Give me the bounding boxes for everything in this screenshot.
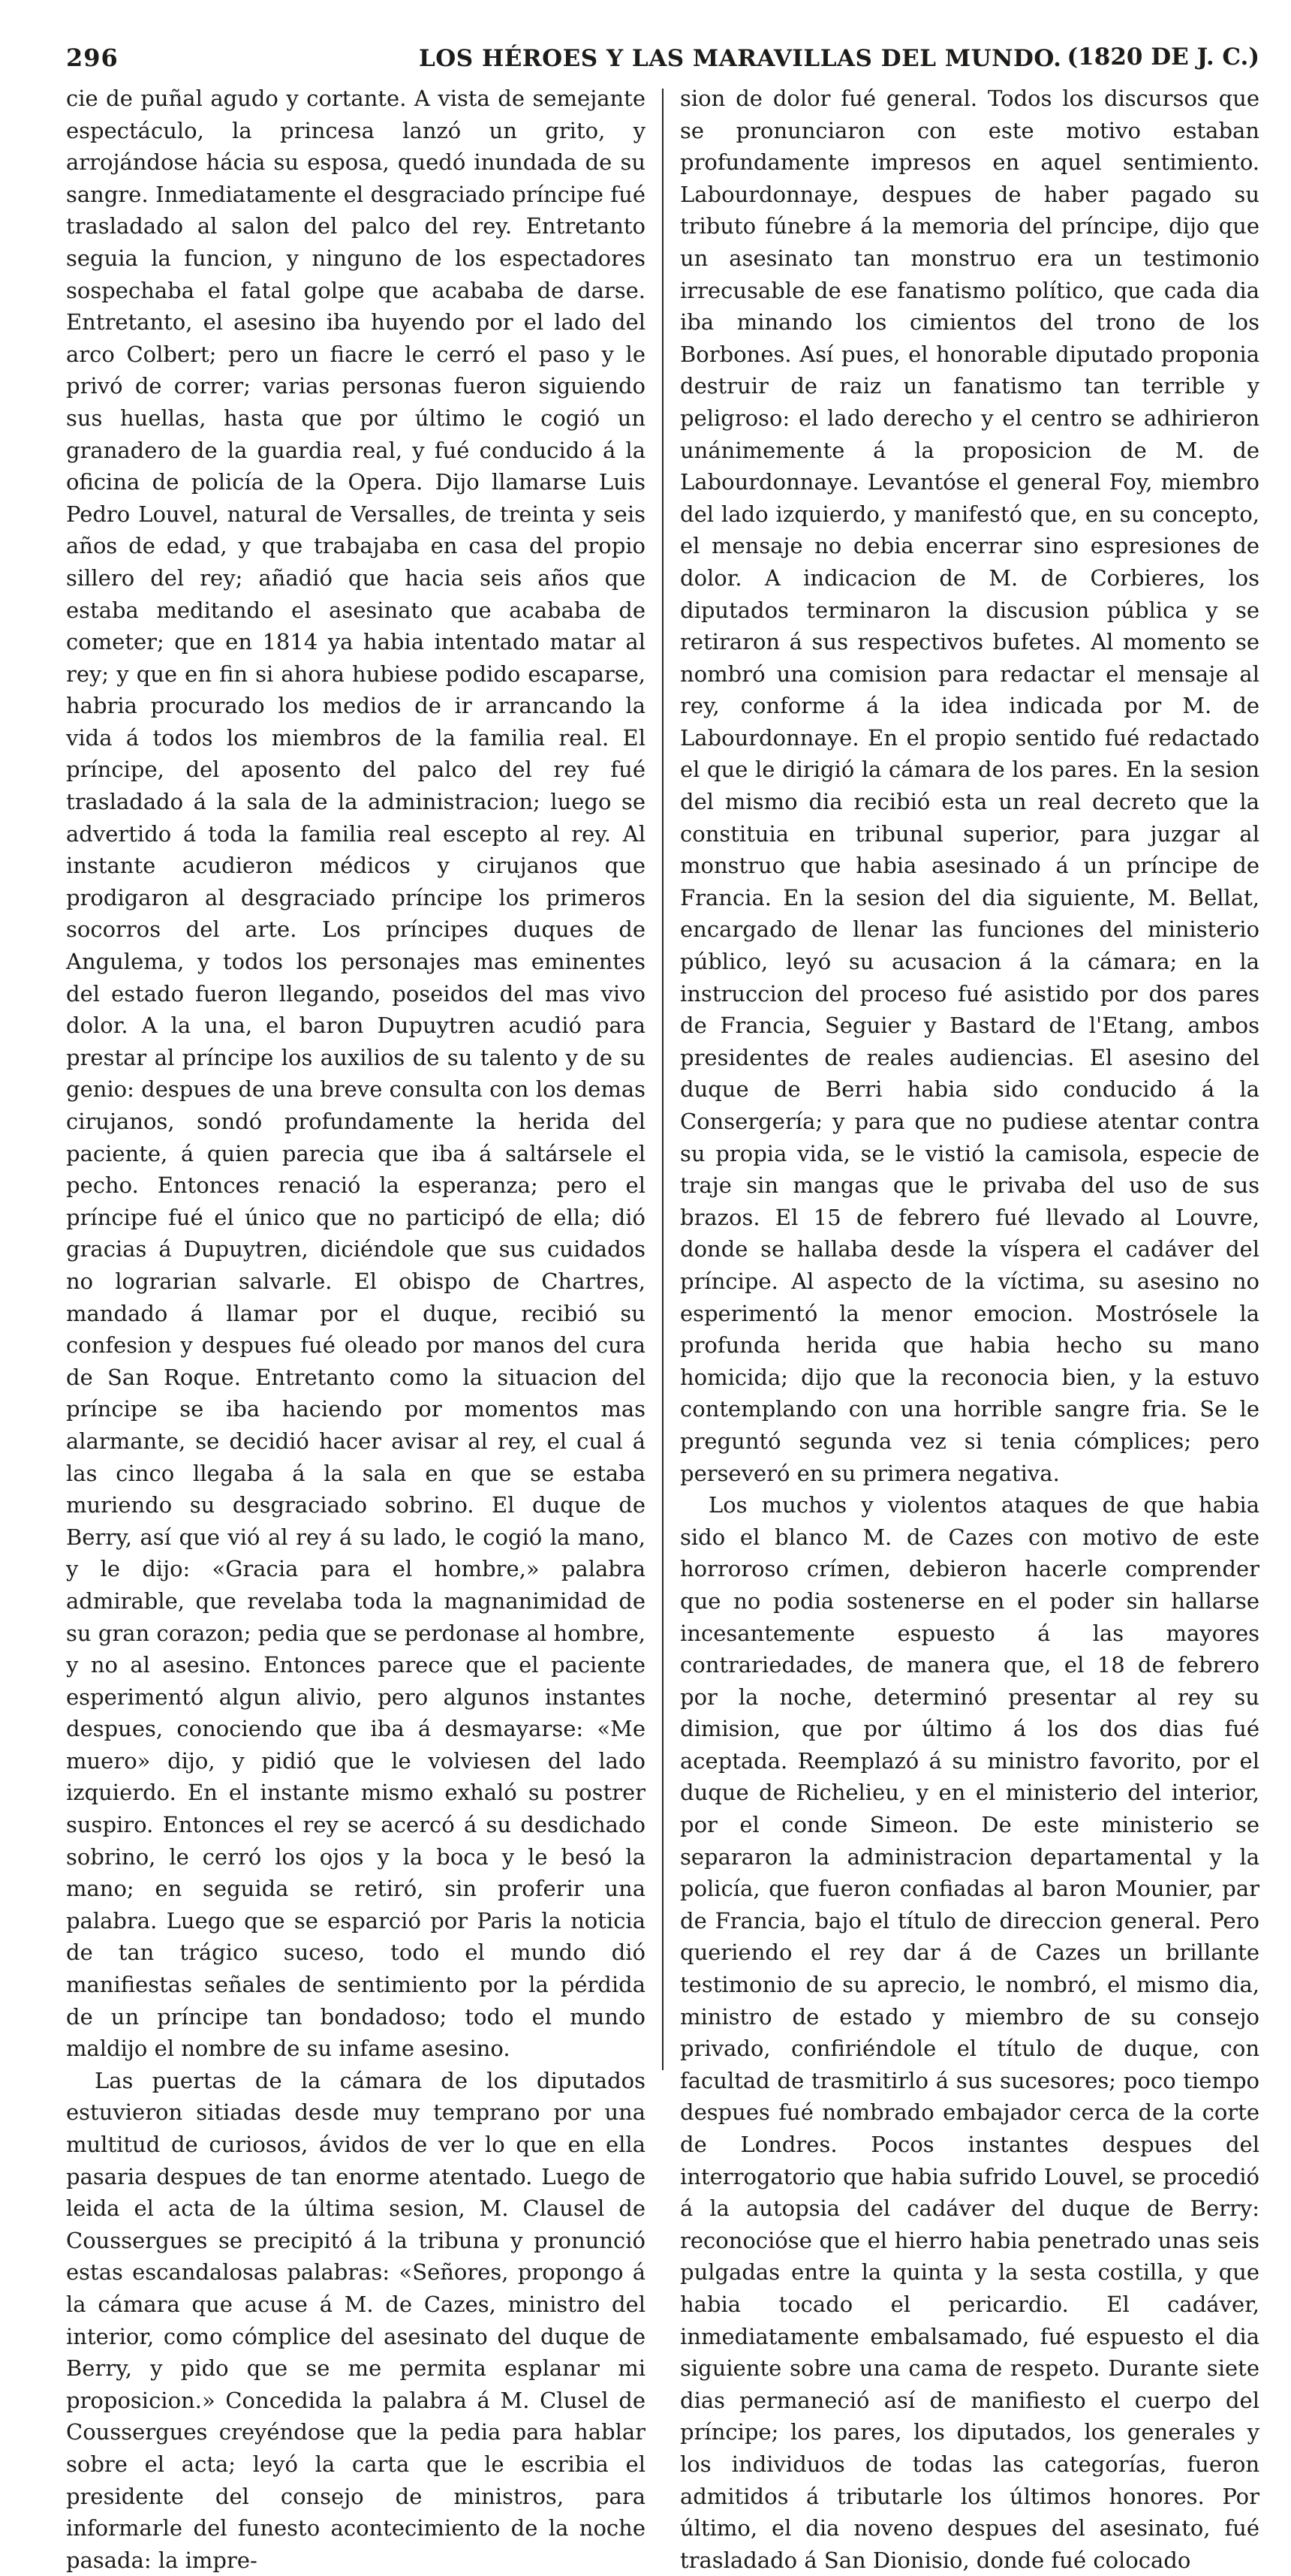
page-header bbox=[66, 36, 1259, 80]
left-column bbox=[66, 83, 646, 2573]
running-title: LOS HÉROES Y LAS MARAVILLAS DEL MUNDO. bbox=[419, 45, 1062, 72]
paragraph: Las puertas de la cámara de los diputados estuvieron sitiadas desde muy temprano por una multitud de curiosos, ávidos de ver lo que en ella pasaria despues de tan enorme atentado. Luego de leida el acta de la última sesion, M. Clausel de Coussergues se precipitó á la tribuna y pronunció estas escandalosas palabras: «Señores, propongo á la cámara que acuse á M. de Cazes, ministro del interior, como cómplice del asesinato del duque de Berry, y pido que se me permita esplanar mi proposicion.» Concedida la palabra á M. Clusel de Coussergues creyéndose que la pedia para hablar sobre el acta; leyó la carta que le escribia el presidente del consejo de ministros, para informarle del funesto acontecimiento de la noche pasada: la impre- bbox=[66, 2067, 646, 2573]
paragraph: Los muchos y violentos ataques de que habia sido el blanco M. de Cazes con motivo de este horroroso crímen, debieron hacerle comprender que no podia sostenerse en el poder sin hallarse incesantemente espuesto á las mayores contrariedades, de manera que, el 18 de febrero por la noche, determinó presentar al rey su dimision, que por último á los dos dias fué aceptada. Reemplazó á su ministro favorito, por el duque de Richelieu, y en el ministerio del interior, por el conde Simeon. De este ministerio se separaron la administracion departamental y la policía, que fueron confiadas al baron Mounier, par de Francia, bajo el título de direccion general. Pero queriendo el rey dar á de Cazes un brillante testimonio de su aprecio, le nombró, el mismo dia, ministro de estado y miembro de su consejo privado, confiriéndole el título de duque, con facultad de trasmitirlo á sus sucesores; poco tiempo despues fué nombrado embajador cerca de la corte de Londres. Pocos instantes despues del interrogatorio que habia sufrido Louvel, se procedió á la autopsia del cadáver del duque de Berry: reconocióse que el hierro habia penetrado unas seis pulgadas entre la quinta y la sesta costilla, y que habia tocado el pericardio. El cadáver, inmediatamente embalsamado, fué espuesto el dia siguiente sobre una cama de respeto. Durante siete dias permaneció así de manifiesto el cuerpo del príncipe; los pares, los diputados, los generales y los individuos de todas las categorías, fueron admitidos á tributarle los últimos honores. Por último, el dia noveno despues del asesinato, fué trasladado á San Dionisio, donde fué colocado bbox=[680, 1492, 1259, 2573]
paragraph: cie de puñal agudo y cortante. A vista de semejante espectáculo, la princesa lanzó un grito, y arrojándose hácia su esposa, quedó inundada de su sangre. Inmediatamente el desgraciado príncipe fué trasladado al salon del palco del rey. Entretanto seguia la funcion, y ninguno de los espectadores sospechaba el fatal golpe que acababa de darse. Entretanto, el asesino iba huyendo por el lado del arco Colbert; pero un fiacre le cerró el paso y le privó de correr; varias personas fueron siguiendo sus huellas, hasta que por último le cogió un granadero de la guardia real, y fué conducido á la oficina de policía de la Opera. Dijo llamarse Luis Pedro Louvel, natural de Versalles, de treinta y seis años de edad, y que trabajaba en casa del propio sillero del rey; añadió que hacia seis años que estaba meditando el asesinato que acababa de cometer; que en 1814 ya habia intentado matar al rey; y que en fin si ahora hubiese podido escaparse, habria procurado los medios de ir arrancando la vida á todos los miembros de la familia real. El príncipe, del aposento del palco del rey fué trasladado á la sala de la administracion; luego se advertido á toda la familia real escepto al rey. Al instante acudieron médicos y cirujanos que prodigaron al desgraciado príncipe los primeros socorros del arte. Los príncipes duques de Angulema, y todos los personajes mas eminentes del estado fueron llegando, poseidos del mas vivo dolor. A la una, el baron Dupuytren acudió para prestar al príncipe los auxilios de su talento y de su genio: despues de una breve consulta con los demas cirujanos, sondó profundamente la herida del paciente, á quien parecia que iba á saltársele el pecho. Entonces renació la esperanza; pero el príncipe fué el único que no participó de ella; dió gracias á Dupuytren, diciéndole que sus cuidados no lograrian salvarle. El obispo de Chartres, mandado á llamar por el duque, recibió su confesion y despues fué oleado por manos del cura de San Roque. Entretanto como la situacion del príncipe se iba haciendo por momentos mas alarmante, se decidió hacer avisar al rey, el cual á las cinco llegaba á la sala en que se estaba muriendo su desgraciado sobrino. El duque de Berry, así que vió al rey á su lado, le cogió la mano, y le dijo: «Gracia para el hombre,» palabra admirable, que revelaba toda la magnanimidad de su gran corazon; pedia que se perdonase al hombre, y no al asesino. Entonces parece que el paciente esperimentó algun alivio, pero algunos instantes despues, conociendo que iba á desmayarse: «Me muero» dijo, y pidió que le volviesen del lado izquierdo. En el instante mismo exhaló su postrer suspiro. Entonces el rey se acercó á su desdichado sobrino, le cerró los ojos y la boca y le besó la mano; en seguida se retiró, sin proferir una palabra. Luego que se esparció por Paris la noticia de tan trágico suceso, todo el mundo dió manifiestas señales de sentimiento por la pérdida de un príncipe tan bondadoso; todo el mundo maldijo el nombre de su infame asesino. bbox=[66, 86, 646, 2062]
page-number: 296 bbox=[66, 44, 119, 72]
right-column bbox=[680, 83, 1259, 2573]
header-date: (1820 DE J. C.) bbox=[1067, 44, 1259, 71]
book-page bbox=[66, 36, 1259, 2573]
column-divider bbox=[662, 89, 664, 2070]
paragraph: sion de dolor fué general. Todos los discursos que se pronunciaron con este motivo estaban profundamente impresos en aquel sentimiento. Labourdonnaye, despues de haber pagado su tributo fúnebre á la memoria del príncipe, dijo que un asesinato tan monstruo era un testimonio irrecusable de ese fanatismo político, que cada dia iba minando los cimientos del trono de los Borbones. Así pues, el honorable diputado proponia destruir de raiz un fanatismo tan terrible y peligroso: el lado derecho y el centro se adhirieron unánimemente á la proposicion de M. de Labourdonnaye. Levantóse el general Foy, miembro del lado izquierdo, y manifestó que, en su concepto, el mensaje no debia encerrar sino espresiones de dolor. A indicacion de M. de Corbieres, los diputados terminaron la discusion pública y se retiraron á sus respectivos bufetes. Al momento se nombró una comision para redactar el mensaje al rey, conforme á la idea indicada por M. de Labourdonnaye. En el propio sentido fué redactado el que le dirigió la cámara de los pares. En la sesion del mismo dia recibió esta un real decreto que la constituia en tribunal superior, para juzgar al monstruo que habia asesinado á un príncipe de Francia. En la sesion del dia siguiente, M. Bellat, encargado de llenar las funciones del ministerio público, leyó su acusacion á la cámara; en la instruccion del proceso fué asistido por dos pares de Francia, Seguier y Bastard de l'Etang, ambos presidentes de reales audiencias. El asesino del duque de Berri habia sido conducido á la Consergería; y para que no pudiese atentar contra su propia vida, se le vistió la camisola, especie de traje sin mangas que le privaba del uso de sus brazos. El 15 de febrero fué llevado al Louvre, donde se hallaba desde la víspera el cadáver del príncipe. Al aspecto de la víctima, su asesino no esperimentó la menor emocion. Mostrósele la profunda herida que habia hecho su mano homicida; dijo que la reconocia bien, y la estuvo contemplando con una horrible sangre fria. Se le preguntó segunda vez si tenia cómplices; pero perseveró en su primera negativa. bbox=[680, 86, 1259, 1486]
